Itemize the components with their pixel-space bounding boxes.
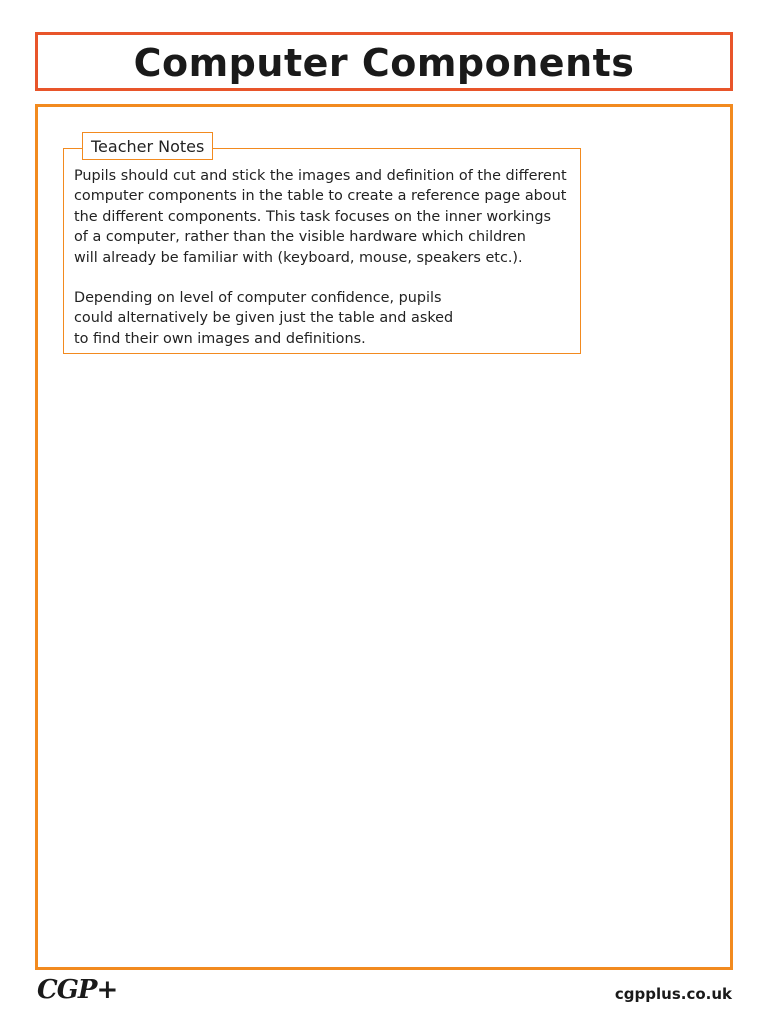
teacher-notes-body bbox=[74, 166, 574, 349]
title-banner bbox=[35, 32, 733, 91]
teacher-notes-label bbox=[82, 132, 213, 160]
page-title: Computer Components bbox=[133, 40, 635, 85]
cgp-logo: CGP+ bbox=[37, 975, 118, 1005]
teacher-notes-paragraph-1: Pupils should cut and stick the images and definition of the different computer components in the table to create a reference page about the different components. This task focuses on the inner workings of a computer, rather than the visible hardware which children will already be familiar with (keyboard, mouse, speakers etc.). bbox=[74, 168, 567, 266]
teacher-notes-paragraph-2: Depending on level of computer confidence, pupils could alternatively be given just the table and asked to find their own images and definitions. bbox=[74, 290, 454, 347]
teacher-notes-label-text: Teacher Notes bbox=[91, 136, 205, 156]
site-url: cgpplus.co.uk bbox=[614, 985, 732, 1003]
